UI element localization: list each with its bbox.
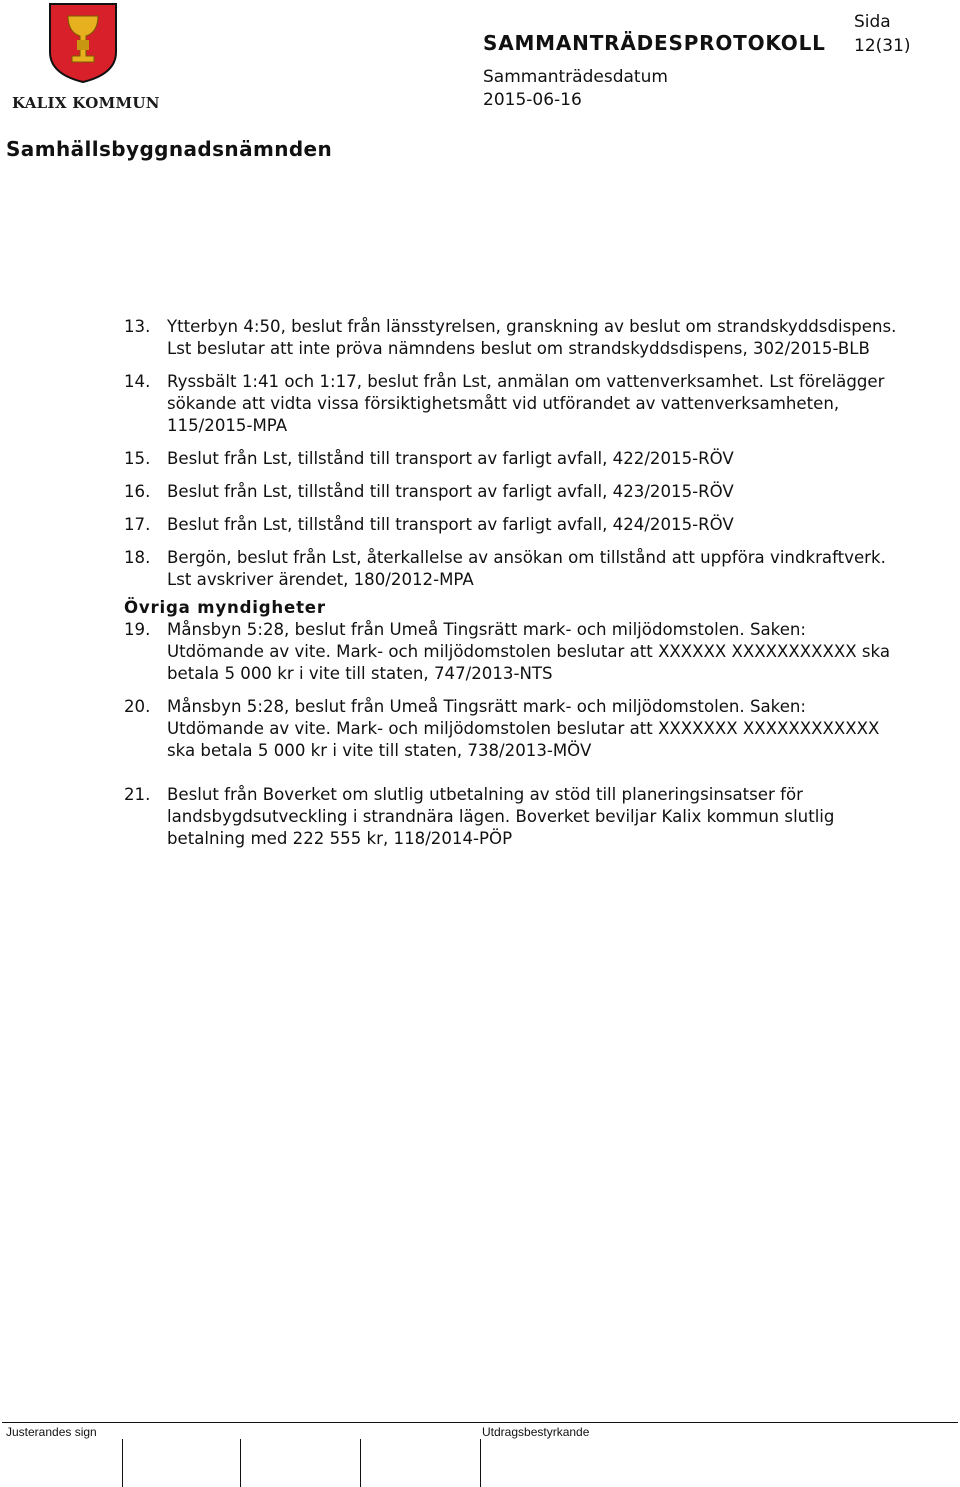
committee-name: Samhällsbyggnadsnämnden [6, 137, 333, 161]
item-text: Månsbyn 5:28, beslut från Umeå Tingsrätt mark- och miljödomstolen. Saken: Utdömande av vite. Mark- och miljödomstolen beslutar att XXXXXX XXXXXXXXXXX ska betala 5 000 kr i vite till staten, 747/2013-NTS [167, 620, 890, 683]
item-text: Månsbyn 5:28, beslut från Umeå Tingsrätt mark- och miljödomstolen. Saken: Utdömande av vite. Mark- och miljödomstolen beslutar att XXXXXXX XXXXXXXXXXXX ska betala 5 000 kr i vite till staten, 738/2013-MÖV [167, 697, 880, 760]
signature-divider [122, 1439, 123, 1487]
item-text: Beslut från Lst, tillstånd till transport av farligt avfall, 423/2015-RÖV [167, 482, 734, 501]
list-item [124, 371, 904, 437]
protocol-body [124, 316, 904, 861]
document-title: SAMMANTRÄDESPROTOKOLL [483, 31, 826, 55]
item-text: Ytterbyn 4:50, beslut från länsstyrelsen, granskning av beslut om strandskyddsdispens. Lst beslutar att inte pröva nämndens beslut om strandskyddsdispens, 302/2015-BLB [167, 317, 897, 358]
meeting-date: 2015-06-16 [483, 90, 582, 110]
meeting-date-label: Sammanträdesdatum [483, 67, 668, 87]
item-text: Bergön, beslut från Lst, återkallelse av ansökan om tillstånd att uppföra vindkraftverk. Lst avskriver ärendet, 180/2012-MPA [167, 548, 886, 589]
item-number: 19. [124, 620, 151, 639]
page-number: 12(31) [854, 36, 911, 56]
list-item [124, 547, 904, 591]
coat-of-arms-icon [48, 2, 118, 84]
page-label: Sida [854, 12, 891, 32]
item-text: Ryssbält 1:41 och 1:17, beslut från Lst, anmälan om vattenverksamhet. Lst förelägger sökande att vidta vissa försiktighetsmått vid utförandet av vattenverksamheten, 115/2015-MPA [167, 372, 885, 435]
item-number: 18. [124, 548, 151, 567]
signature-divider [360, 1439, 361, 1487]
signature-footer [2, 1422, 958, 1487]
municipality-logo [8, 2, 162, 114]
item-number: 13. [124, 317, 151, 336]
list-item [124, 481, 904, 503]
list-item [124, 316, 904, 360]
list-item [124, 514, 904, 536]
item-number: 17. [124, 515, 151, 534]
signature-divider [240, 1439, 241, 1487]
item-text: Beslut från Boverket om slutlig utbetalning av stöd till planeringsinsatser för landsbygdsutveckling i strandnära lägen. Boverket beviljar Kalix kommun slutlig betalning med 222 555 kr, 118/2014-PÖP [167, 785, 835, 848]
list-item [124, 696, 904, 762]
list-item [124, 619, 904, 685]
item-text: Beslut från Lst, tillstånd till transport av farligt avfall, 422/2015-RÖV [167, 449, 734, 468]
justerandes-sign-label: Justerandes sign [6, 1425, 97, 1439]
item-number: 15. [124, 449, 151, 468]
list-item [124, 448, 904, 470]
item-number: 14. [124, 372, 151, 391]
list-item [124, 784, 904, 850]
item-number: 21. [124, 785, 151, 804]
item-number: 16. [124, 482, 151, 501]
section-heading: Övriga myndigheter [124, 598, 326, 617]
item-number: 20. [124, 697, 151, 716]
logo-wordmark: KALIX KOMMUN [12, 94, 160, 112]
signature-divider [480, 1439, 481, 1487]
utdragsbestyrkande-label: Utdragsbestyrkande [482, 1425, 590, 1439]
item-text: Beslut från Lst, tillstånd till transport av farligt avfall, 424/2015-RÖV [167, 515, 734, 534]
